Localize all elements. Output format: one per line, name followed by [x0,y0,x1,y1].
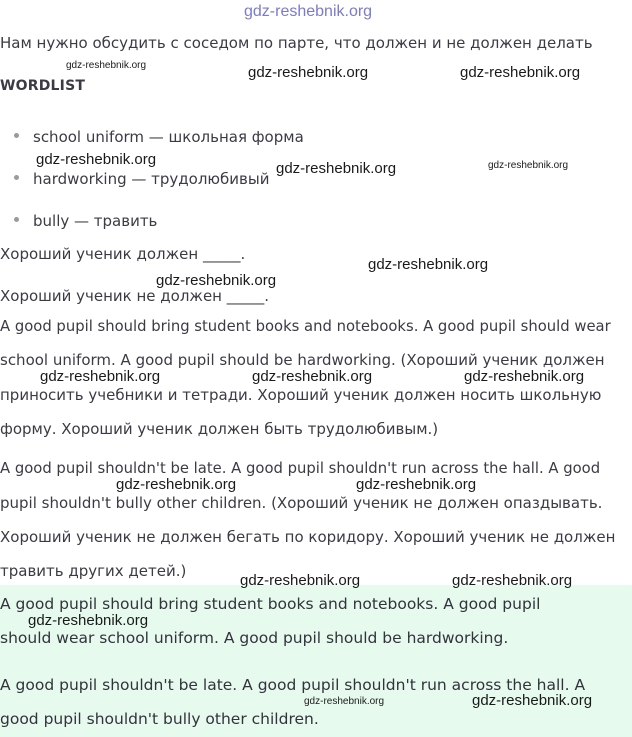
watermark: gdz-reshebnik.org [452,572,573,589]
answer-line: should wear school uniform. A good pupil should be hardworking. [0,629,509,647]
watermark: gdz-reshebnik.org [488,160,569,171]
paragraph2-line: травить других детей.) [0,562,187,580]
watermark-top: gdz-reshebnik.org [244,3,373,20]
wordlist-item [14,128,304,146]
answer-line: good pupil shouldn't bully other children. [0,710,319,728]
paragraph1-line: форму. Хороший ученик должен быть трудолюбивым.) [0,420,439,438]
wordlist-item-text: hardworking — трудолюбивый [33,170,270,188]
prompt-should: Хороший ученик должен _____. [0,245,246,263]
wordlist-item-text: bully — травить [33,212,158,230]
paragraph1-line: A good pupil should bring student books and notebooks. A good pupil should wear [0,318,611,335]
intro-text: Нам нужно обсудить с соседом по парте, что должен и не должен делать [0,34,593,52]
watermark: gdz-reshebnik.org [240,572,361,589]
watermark: gdz-reshebnik.org [368,256,489,273]
wordlist-item-text: school uniform — школьная форма [33,128,304,146]
prompt-should-not: Хороший ученик не должен _____. [0,287,270,305]
paragraph1-line: school uniform. A good pupil should be hardworking. (Хороший ученик должен [0,351,605,369]
wordlist-heading: WORDLIST [0,78,86,94]
wordlist-item [14,170,269,188]
watermark: gdz-reshebnik.org [40,368,161,385]
watermark: gdz-reshebnik.org [156,272,277,289]
bullet-icon [14,133,19,138]
watermark: gdz-reshebnik.org [28,612,149,629]
paragraph2-line: pupil shouldn't bully other children. (Хороший ученик не должен опаздывать. [0,494,603,512]
watermark: gdz-reshebnik.org [464,368,585,385]
bullet-icon [14,217,19,222]
watermark: gdz-reshebnik.org [304,696,385,707]
paragraph2-line: A good pupil shouldn't be late. A good pupil shouldn't run across the hall. A good [0,460,601,477]
watermark: gdz-reshebnik.org [252,368,373,385]
paragraph1-line: приносить учебники и тетради. Хороший ученик должен носить школьную [0,386,602,404]
paragraph2-line: Хороший ученик не должен бегать по коридору. Хороший ученик не должен [0,528,616,546]
watermark: gdz-reshebnik.org [276,160,397,177]
watermark: gdz-reshebnik.org [472,692,593,709]
watermark: gdz-reshebnik.org [460,64,581,81]
watermark: gdz-reshebnik.org [248,64,369,81]
watermark: gdz-reshebnik.org [116,476,237,493]
watermark: gdz-reshebnik.org [356,476,477,493]
answer-line: A good pupil shouldn't be late. A good pupil shouldn't run across the hall. A [0,676,586,694]
answer-line: A good pupil should bring student books and notebooks. A good pupil [0,595,541,613]
watermark: gdz-reshebnik.org [66,60,147,71]
answer-box [0,585,632,737]
watermark: gdz-reshebnik.org [36,151,157,168]
bullet-icon [14,175,19,180]
wordlist-item [14,212,157,230]
